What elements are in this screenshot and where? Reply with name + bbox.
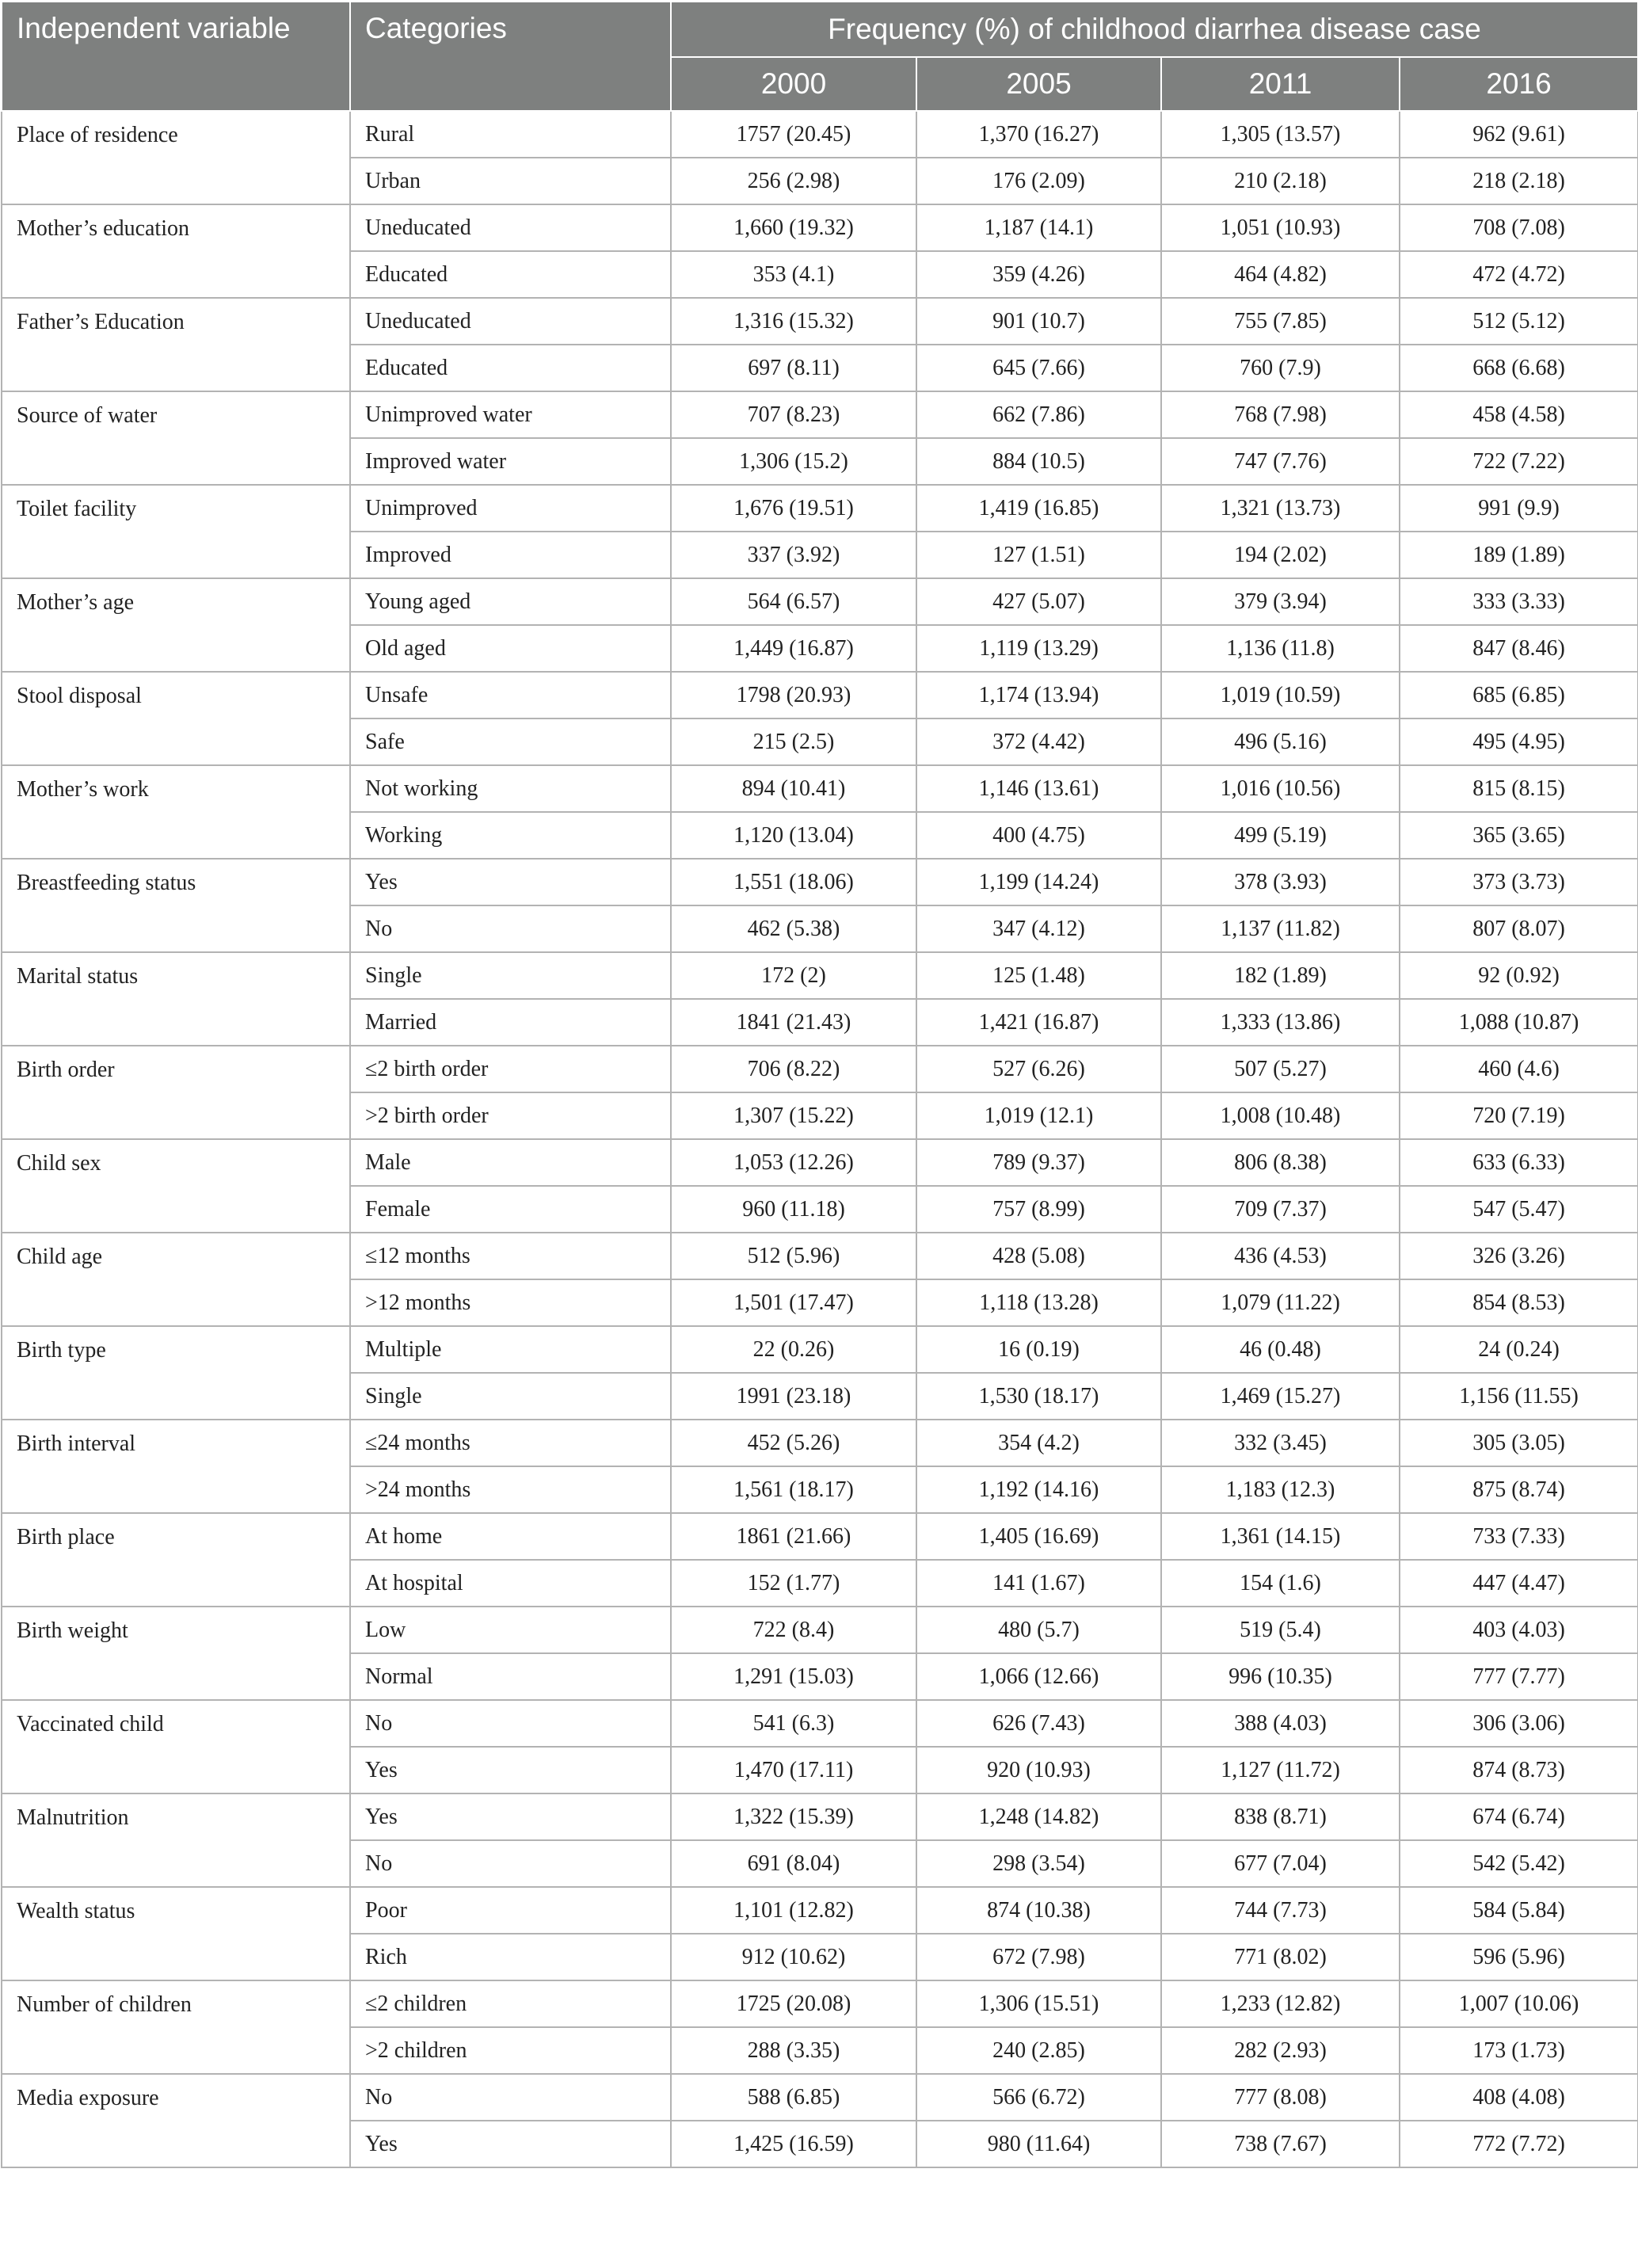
frequency-cell: 1,119 (13.29) <box>916 625 1161 672</box>
frequency-cell: 874 (10.38) <box>916 1887 1161 1934</box>
category-cell: Improved <box>350 532 671 578</box>
frequency-cell: 507 (5.27) <box>1161 1046 1400 1092</box>
table-row <box>2 2074 1638 2121</box>
header-year-2000: 2000 <box>671 57 916 111</box>
variable-cell: Mother’s education <box>2 204 350 298</box>
header-independent-variable: Independent variable <box>2 2 350 111</box>
category-cell: Unimproved <box>350 485 671 532</box>
frequency-cell: 738 (7.67) <box>1161 2121 1400 2167</box>
frequency-cell: 1,370 (16.27) <box>916 111 1161 158</box>
frequency-cell: 566 (6.72) <box>916 2074 1161 2121</box>
frequency-cell: 547 (5.47) <box>1400 1186 1638 1233</box>
frequency-cell: 1,561 (18.17) <box>671 1466 916 1513</box>
frequency-cell: 596 (5.96) <box>1400 1934 1638 1980</box>
frequency-cell: 512 (5.96) <box>671 1233 916 1279</box>
variable-cell: Father’s Education <box>2 298 350 391</box>
category-cell: No <box>350 1840 671 1887</box>
frequency-cell: 298 (3.54) <box>916 1840 1161 1887</box>
variable-cell: Mother’s work <box>2 765 350 859</box>
frequency-cell: 1,007 (10.06) <box>1400 1980 1638 2027</box>
frequency-cell: 1,449 (16.87) <box>671 625 916 672</box>
category-cell: Rich <box>350 1934 671 1980</box>
frequency-cell: 760 (7.9) <box>1161 345 1400 391</box>
category-cell: Unimproved water <box>350 391 671 438</box>
category-cell: Urban <box>350 158 671 204</box>
frequency-cell: 408 (4.08) <box>1400 2074 1638 2121</box>
frequency-cell: 707 (8.23) <box>671 391 916 438</box>
frequency-cell: 1,199 (14.24) <box>916 859 1161 905</box>
table-row <box>2 859 1638 905</box>
header-year-2016: 2016 <box>1400 57 1638 111</box>
frequency-cell: 894 (10.41) <box>671 765 916 812</box>
category-cell: >12 months <box>350 1279 671 1326</box>
table-row <box>2 1980 1638 2027</box>
category-cell: ≤2 children <box>350 1980 671 2027</box>
frequency-cell: 182 (1.89) <box>1161 952 1400 999</box>
table-row <box>2 1326 1638 1373</box>
category-cell: Working <box>350 812 671 859</box>
frequency-cell: 768 (7.98) <box>1161 391 1400 438</box>
category-cell: At hospital <box>350 1560 671 1607</box>
frequency-cell: 875 (8.74) <box>1400 1466 1638 1513</box>
frequency-cell: 1,192 (14.16) <box>916 1466 1161 1513</box>
variable-cell: Breastfeeding status <box>2 859 350 952</box>
table-row <box>2 1700 1638 1747</box>
frequency-cell: 472 (4.72) <box>1400 251 1638 298</box>
frequency-cell: 564 (6.57) <box>671 578 916 625</box>
frequency-cell: 757 (8.99) <box>916 1186 1161 1233</box>
frequency-cell: 306 (3.06) <box>1400 1700 1638 1747</box>
category-cell: Yes <box>350 2121 671 2167</box>
frequency-cell: 668 (6.68) <box>1400 345 1638 391</box>
frequency-cell: 92 (0.92) <box>1400 952 1638 999</box>
frequency-cell: 1,306 (15.51) <box>916 1980 1161 2027</box>
table-row <box>2 1139 1638 1186</box>
frequency-cell: 1,233 (12.82) <box>1161 1980 1400 2027</box>
frequency-cell: 1,425 (16.59) <box>671 2121 916 2167</box>
frequency-cell: 960 (11.18) <box>671 1186 916 1233</box>
frequency-cell: 706 (8.22) <box>671 1046 916 1092</box>
frequency-cell: 722 (7.22) <box>1400 438 1638 485</box>
category-cell: Safe <box>350 719 671 765</box>
frequency-cell: 1,183 (12.3) <box>1161 1466 1400 1513</box>
frequency-cell: 1,019 (12.1) <box>916 1092 1161 1139</box>
category-cell: Young aged <box>350 578 671 625</box>
frequency-cell: 496 (5.16) <box>1161 719 1400 765</box>
frequency-cell: 709 (7.37) <box>1161 1186 1400 1233</box>
variable-cell: Birth weight <box>2 1607 350 1700</box>
frequency-cell: 378 (3.93) <box>1161 859 1400 905</box>
variable-cell: Stool disposal <box>2 672 350 765</box>
table-row <box>2 298 1638 345</box>
frequency-cell: 962 (9.61) <box>1400 111 1638 158</box>
frequency-cell: 1991 (23.18) <box>671 1373 916 1420</box>
variable-cell: Wealth status <box>2 1887 350 1980</box>
category-cell: Married <box>350 999 671 1046</box>
table-row <box>2 952 1638 999</box>
variable-cell: Child sex <box>2 1139 350 1233</box>
frequency-cell: 854 (8.53) <box>1400 1279 1638 1326</box>
variable-cell: Birth place <box>2 1513 350 1607</box>
frequency-cell: 428 (5.08) <box>916 1233 1161 1279</box>
frequency-cell: 1,469 (15.27) <box>1161 1373 1400 1420</box>
variable-cell: Place of residence <box>2 111 350 204</box>
frequency-cell: 1,322 (15.39) <box>671 1793 916 1840</box>
frequency-cell: 1,187 (14.1) <box>916 204 1161 251</box>
frequency-cell: 1,316 (15.32) <box>671 298 916 345</box>
category-cell: >2 children <box>350 2027 671 2074</box>
frequency-cell: 838 (8.71) <box>1161 1793 1400 1840</box>
category-cell: No <box>350 905 671 952</box>
category-cell: ≤2 birth order <box>350 1046 671 1092</box>
frequency-cell: 480 (5.7) <box>916 1607 1161 1653</box>
category-cell: Yes <box>350 859 671 905</box>
frequency-cell: 874 (8.73) <box>1400 1747 1638 1793</box>
frequency-cell: 218 (2.18) <box>1400 158 1638 204</box>
frequency-cell: 427 (5.07) <box>916 578 1161 625</box>
table-row <box>2 1607 1638 1653</box>
frequency-cell: 326 (3.26) <box>1400 1233 1638 1279</box>
frequency-cell: 1,088 (10.87) <box>1400 999 1638 1046</box>
category-cell: Old aged <box>350 625 671 672</box>
frequency-cell: 1,305 (13.57) <box>1161 111 1400 158</box>
frequency-cell: 733 (7.33) <box>1400 1513 1638 1560</box>
frequency-cell: 519 (5.4) <box>1161 1607 1400 1653</box>
frequency-cell: 847 (8.46) <box>1400 625 1638 672</box>
frequency-cell: 125 (1.48) <box>916 952 1161 999</box>
table-row <box>2 1793 1638 1840</box>
table-row <box>2 485 1638 532</box>
table-row <box>2 672 1638 719</box>
frequency-cell: 722 (8.4) <box>671 1607 916 1653</box>
table-row <box>2 578 1638 625</box>
frequency-cell: 173 (1.73) <box>1400 2027 1638 2074</box>
category-cell: Uneducated <box>350 298 671 345</box>
frequency-cell: 372 (4.42) <box>916 719 1161 765</box>
frequency-cell: 379 (3.94) <box>1161 578 1400 625</box>
frequency-cell: 626 (7.43) <box>916 1700 1161 1747</box>
variable-cell: Number of children <box>2 1980 350 2074</box>
category-cell: ≤12 months <box>350 1233 671 1279</box>
category-cell: No <box>350 2074 671 2121</box>
frequency-cell: 807 (8.07) <box>1400 905 1638 952</box>
variable-cell: Birth type <box>2 1326 350 1420</box>
table-row <box>2 1513 1638 1560</box>
frequency-cell: 912 (10.62) <box>671 1934 916 1980</box>
frequency-cell: 127 (1.51) <box>916 532 1161 578</box>
frequency-cell: 1,321 (13.73) <box>1161 485 1400 532</box>
frequency-cell: 464 (4.82) <box>1161 251 1400 298</box>
frequency-cell: 672 (7.98) <box>916 1934 1161 1980</box>
table-row <box>2 391 1638 438</box>
frequency-cell: 1,120 (13.04) <box>671 812 916 859</box>
frequency-cell: 189 (1.89) <box>1400 532 1638 578</box>
variable-cell: Vaccinated child <box>2 1700 350 1793</box>
frequency-cell: 46 (0.48) <box>1161 1326 1400 1373</box>
frequency-cell: 172 (2) <box>671 952 916 999</box>
table-body <box>2 111 1638 2167</box>
frequency-cell: 1,101 (12.82) <box>671 1887 916 1934</box>
variable-cell: Toilet facility <box>2 485 350 578</box>
category-cell: Normal <box>350 1653 671 1700</box>
frequency-cell: 1,146 (13.61) <box>916 765 1161 812</box>
frequency-cell: 1,291 (15.03) <box>671 1653 916 1700</box>
frequency-cell: 1,333 (13.86) <box>1161 999 1400 1046</box>
variable-cell: Birth order <box>2 1046 350 1139</box>
frequency-cell: 176 (2.09) <box>916 158 1161 204</box>
frequency-cell: 354 (4.2) <box>916 1420 1161 1466</box>
frequency-cell: 388 (4.03) <box>1161 1700 1400 1747</box>
variable-cell: Birth interval <box>2 1420 350 1513</box>
frequency-cell: 1,008 (10.48) <box>1161 1092 1400 1139</box>
variable-cell: Marital status <box>2 952 350 1046</box>
frequency-cell: 1861 (21.66) <box>671 1513 916 1560</box>
frequency-cell: 633 (6.33) <box>1400 1139 1638 1186</box>
table-row <box>2 1887 1638 1934</box>
frequency-cell: 16 (0.19) <box>916 1326 1161 1373</box>
variable-cell: Malnutrition <box>2 1793 350 1887</box>
frequency-cell: 697 (8.11) <box>671 345 916 391</box>
frequency-cell: 789 (9.37) <box>916 1139 1161 1186</box>
frequency-cell: 996 (10.35) <box>1161 1653 1400 1700</box>
header-frequency-span: Frequency (%) of childhood diarrhea disease case <box>671 2 1638 57</box>
frequency-cell: 332 (3.45) <box>1161 1420 1400 1466</box>
frequency-cell: 359 (4.26) <box>916 251 1161 298</box>
frequency-cell: 1798 (20.93) <box>671 672 916 719</box>
variable-cell: Source of water <box>2 391 350 485</box>
category-cell: >2 birth order <box>350 1092 671 1139</box>
category-cell: Improved water <box>350 438 671 485</box>
frequency-cell: 215 (2.5) <box>671 719 916 765</box>
frequency-cell: 194 (2.02) <box>1161 532 1400 578</box>
frequency-cell: 1,306 (15.2) <box>671 438 916 485</box>
frequency-cell: 1,676 (19.51) <box>671 485 916 532</box>
frequency-cell: 806 (8.38) <box>1161 1139 1400 1186</box>
variable-cell: Media exposure <box>2 2074 350 2167</box>
table-row <box>2 1233 1638 1279</box>
category-cell: Educated <box>350 345 671 391</box>
frequency-cell: 527 (6.26) <box>916 1046 1161 1092</box>
frequency-cell: 755 (7.85) <box>1161 298 1400 345</box>
frequency-cell: 708 (7.08) <box>1400 204 1638 251</box>
frequency-cell: 777 (8.08) <box>1161 2074 1400 2121</box>
category-cell: No <box>350 1700 671 1747</box>
category-cell: ≤24 months <box>350 1420 671 1466</box>
frequency-cell: 353 (4.1) <box>671 251 916 298</box>
frequency-cell: 1,137 (11.82) <box>1161 905 1400 952</box>
frequency-cell: 685 (6.85) <box>1400 672 1638 719</box>
frequency-cell: 901 (10.7) <box>916 298 1161 345</box>
frequency-cell: 1,470 (17.11) <box>671 1747 916 1793</box>
table-row <box>2 1420 1638 1466</box>
category-cell: Female <box>350 1186 671 1233</box>
frequency-cell: 1,419 (16.85) <box>916 485 1161 532</box>
frequency-cell: 815 (8.15) <box>1400 765 1638 812</box>
header-categories: Categories <box>350 2 671 111</box>
frequency-cell: 337 (3.92) <box>671 532 916 578</box>
frequency-cell: 1,051 (10.93) <box>1161 204 1400 251</box>
frequency-cell: 991 (9.9) <box>1400 485 1638 532</box>
table-row <box>2 1046 1638 1092</box>
category-cell: Unsafe <box>350 672 671 719</box>
frequency-cell: 141 (1.67) <box>916 1560 1161 1607</box>
frequency-cell: 777 (7.77) <box>1400 1653 1638 1700</box>
frequency-cell: 1,501 (17.47) <box>671 1279 916 1326</box>
frequency-cell: 436 (4.53) <box>1161 1233 1400 1279</box>
frequency-cell: 373 (3.73) <box>1400 859 1638 905</box>
frequency-cell: 1,660 (19.32) <box>671 204 916 251</box>
frequency-cell: 744 (7.73) <box>1161 1887 1400 1934</box>
frequency-cell: 1,079 (11.22) <box>1161 1279 1400 1326</box>
category-cell: Uneducated <box>350 204 671 251</box>
category-cell: Multiple <box>350 1326 671 1373</box>
frequency-cell: 1,248 (14.82) <box>916 1793 1161 1840</box>
category-cell: >24 months <box>350 1466 671 1513</box>
variable-cell: Child age <box>2 1233 350 1326</box>
table-row <box>2 111 1638 158</box>
frequency-cell: 1,016 (10.56) <box>1161 765 1400 812</box>
frequency-cell: 1,174 (13.94) <box>916 672 1161 719</box>
category-cell: At home <box>350 1513 671 1560</box>
frequency-cell: 333 (3.33) <box>1400 578 1638 625</box>
frequency-cell: 288 (3.35) <box>671 2027 916 2074</box>
frequency-cell: 772 (7.72) <box>1400 2121 1638 2167</box>
frequency-cell: 495 (4.95) <box>1400 719 1638 765</box>
category-cell: Not working <box>350 765 671 812</box>
frequency-cell: 1,421 (16.87) <box>916 999 1161 1046</box>
frequency-cell: 720 (7.19) <box>1400 1092 1638 1139</box>
frequency-cell: 541 (6.3) <box>671 1700 916 1747</box>
frequency-cell: 403 (4.03) <box>1400 1607 1638 1653</box>
frequency-cell: 305 (3.05) <box>1400 1420 1638 1466</box>
frequency-cell: 920 (10.93) <box>916 1747 1161 1793</box>
frequency-cell: 365 (3.65) <box>1400 812 1638 859</box>
category-cell: Educated <box>350 251 671 298</box>
frequency-cell: 662 (7.86) <box>916 391 1161 438</box>
frequency-cell: 674 (6.74) <box>1400 1793 1638 1840</box>
category-cell: Male <box>350 1139 671 1186</box>
frequency-cell: 152 (1.77) <box>671 1560 916 1607</box>
frequency-cell: 1,136 (11.8) <box>1161 625 1400 672</box>
frequency-cell: 645 (7.66) <box>916 345 1161 391</box>
variable-cell: Mother’s age <box>2 578 350 672</box>
frequency-cell: 1,156 (11.55) <box>1400 1373 1638 1420</box>
category-cell: Single <box>350 952 671 999</box>
frequency-cell: 588 (6.85) <box>671 2074 916 2121</box>
frequency-cell: 691 (8.04) <box>671 1840 916 1887</box>
frequency-cell: 1,019 (10.59) <box>1161 672 1400 719</box>
frequency-cell: 1,053 (12.26) <box>671 1139 916 1186</box>
category-cell: Poor <box>350 1887 671 1934</box>
table-row <box>2 204 1638 251</box>
frequency-cell: 1,127 (11.72) <box>1161 1747 1400 1793</box>
frequency-cell: 22 (0.26) <box>671 1326 916 1373</box>
frequency-cell: 1841 (21.43) <box>671 999 916 1046</box>
frequency-cell: 24 (0.24) <box>1400 1326 1638 1373</box>
frequency-table <box>1 1 1638 2168</box>
frequency-cell: 154 (1.6) <box>1161 1560 1400 1607</box>
frequency-cell: 452 (5.26) <box>671 1420 916 1466</box>
frequency-cell: 240 (2.85) <box>916 2027 1161 2074</box>
frequency-cell: 460 (4.6) <box>1400 1046 1638 1092</box>
frequency-cell: 677 (7.04) <box>1161 1840 1400 1887</box>
category-cell: Single <box>350 1373 671 1420</box>
category-cell: Low <box>350 1607 671 1653</box>
frequency-cell: 1,066 (12.66) <box>916 1653 1161 1700</box>
frequency-cell: 884 (10.5) <box>916 438 1161 485</box>
frequency-cell: 512 (5.12) <box>1400 298 1638 345</box>
frequency-cell: 499 (5.19) <box>1161 812 1400 859</box>
frequency-cell: 447 (4.47) <box>1400 1560 1638 1607</box>
frequency-cell: 980 (11.64) <box>916 2121 1161 2167</box>
frequency-cell: 1725 (20.08) <box>671 1980 916 2027</box>
header-year-2005: 2005 <box>916 57 1161 111</box>
category-cell: Yes <box>350 1793 671 1840</box>
frequency-cell: 1,118 (13.28) <box>916 1279 1161 1326</box>
frequency-cell: 1,551 (18.06) <box>671 859 916 905</box>
frequency-cell: 1757 (20.45) <box>671 111 916 158</box>
frequency-cell: 1,405 (16.69) <box>916 1513 1161 1560</box>
frequency-cell: 747 (7.76) <box>1161 438 1400 485</box>
table-header <box>2 2 1638 111</box>
frequency-cell: 1,530 (18.17) <box>916 1373 1161 1420</box>
category-cell: Rural <box>350 111 671 158</box>
frequency-cell: 210 (2.18) <box>1161 158 1400 204</box>
frequency-cell: 1,361 (14.15) <box>1161 1513 1400 1560</box>
frequency-cell: 542 (5.42) <box>1400 1840 1638 1887</box>
frequency-cell: 347 (4.12) <box>916 905 1161 952</box>
frequency-cell: 256 (2.98) <box>671 158 916 204</box>
frequency-cell: 771 (8.02) <box>1161 1934 1400 1980</box>
table-row <box>2 765 1638 812</box>
frequency-cell: 584 (5.84) <box>1400 1887 1638 1934</box>
frequency-cell: 462 (5.38) <box>671 905 916 952</box>
frequency-cell: 282 (2.93) <box>1161 2027 1400 2074</box>
category-cell: Yes <box>350 1747 671 1793</box>
frequency-cell: 1,307 (15.22) <box>671 1092 916 1139</box>
header-year-2011: 2011 <box>1161 57 1400 111</box>
frequency-cell: 400 (4.75) <box>916 812 1161 859</box>
frequency-cell: 458 (4.58) <box>1400 391 1638 438</box>
